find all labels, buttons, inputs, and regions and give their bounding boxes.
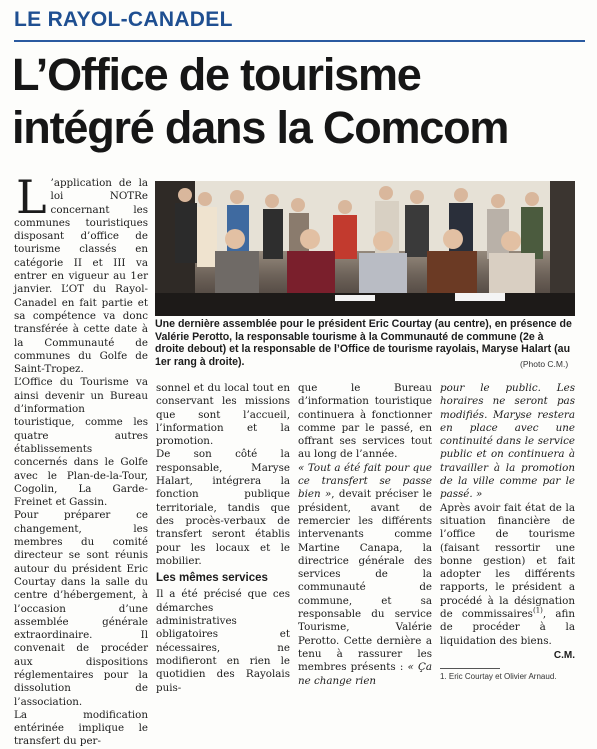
- article-paragraph-4-start: La modification entérinée implique le transfert du per-: [14, 708, 148, 748]
- headline-line-1: L’Office de tourisme: [12, 49, 421, 100]
- article-paragraph-1: [14, 170, 148, 376]
- article-paragraph-8: [440, 502, 575, 648]
- headline-line-2: intégré dans la Comcom: [12, 102, 509, 153]
- paragraph-7-text: , devait préciser le président, avant de remercier les différents intervenants comme Martine Canapa, la directrice générale des services de la communauté de commune, et sa responsable du service Tourisme, Valérie Perotto. Cette dernière a tenu à rassurer les membres présents :: [298, 488, 432, 674]
- headline: [12, 48, 587, 154]
- photo-caption: Une dernière assemblée pour le président Eric Courtay (au centre), en présence de Valérie Perotto, la responsable tourisme à la Communauté de commune (2e à droite debout) et la responsable de l’Office de tourisme rayolais, Maryse Halart (au 1er rang à droite).: [155, 318, 572, 368]
- article-paragraph-7: [298, 462, 432, 688]
- group-photo: [155, 181, 575, 316]
- subheading: Les mêmes services: [156, 572, 268, 585]
- article-column-2: [156, 382, 290, 695]
- article-paragraph-6-end: que le Bureau d’information touristique continuera à fonctionner comme par le passé, en offrant ses services tout au long de l’année.: [298, 382, 432, 461]
- article-paragraph-4-end: sonnel et du local tout en conservant les missions que sont l’accueil, l’information et la promotion.: [156, 382, 290, 448]
- paragraph-8-end: , afin de procéder à la liquidation des biens.: [440, 608, 575, 647]
- photo-credit: (Photo C.M.): [520, 359, 569, 369]
- article-column-1: [14, 170, 148, 749]
- article-paragraph-5: De son côté la responsable, Maryse Halart, intégrera la fonction publique territoriale, tandis que des procès-verbaux de transfert seront établis pour les locaux et le mobilier.: [156, 448, 290, 567]
- drop-cap: L: [16, 170, 47, 224]
- quote-perotto-start: « Ça ne change rien: [298, 661, 432, 687]
- footnote-rule: [440, 668, 500, 669]
- footnote: 1. Eric Courtay et Olivier Arnaud.: [440, 672, 557, 682]
- article-column-4: [440, 382, 575, 682]
- article-column-3: [298, 382, 432, 688]
- kicker-rule: [14, 40, 585, 42]
- group-photo-illustration: [155, 181, 575, 316]
- quote-president: « Tout a été fait pour que ce transfert se passe bien »: [298, 461, 432, 501]
- article-paragraph-3: Pour préparer ce changement, les membres du comité directeur se sont réunis autour du président Eric Courtay dans la salle du centre d’hébergement, à l’occasion d’une assemblée générale extraordinaire. Il convenait de procéder aux dispositions réglementaires pour la dissolution de l’association.: [14, 509, 148, 708]
- paragraph-8-text: Après avoir fait état de la situation financière de l’office de tourisme (faisant ressortir une bonne gestion) et fait adopter les différents rapports, le président a procédé à la désignation de commissaires: [440, 501, 575, 621]
- quote-perotto-end: pour le public. Les horaires ne seront pas modifiés. Maryse restera en place avec une continuité dans le service public et on continuera à travailler à la promotion de la ville comme par le passé. »: [440, 382, 575, 501]
- article-paragraph-2: L’Office du Tourisme va ainsi devenir un Bureau d’information touristique, comme les quatre autres établissements concernés dans le Golfe avec le Plan-de-la-Tour, Cogolin, La Garde-Freinet et Gassin.: [14, 376, 148, 509]
- author-signature: C.M.: [553, 649, 575, 661]
- paragraph-1-text: ’application de la loi NOTRe concernant les communes touristiques disposant d’office de tourisme classés en catégorie II et III va entrer en vigueur au 1er janvier. L’OT du Rayol-Canadel en fait partie et sa compétence va donc transférée à cette date à la Communauté de communes du Golfe de Saint-Tropez.: [14, 177, 148, 376]
- section-kicker: LE RAYOL-CANADEL: [14, 8, 233, 31]
- article-paragraph-6-start: Il a été précisé que ces démarches administratives obligatoires et nécessaires, ne modifieront en rien le quotidien des Rayolais puis-: [156, 588, 290, 694]
- footnote-ref: (1): [532, 606, 543, 615]
